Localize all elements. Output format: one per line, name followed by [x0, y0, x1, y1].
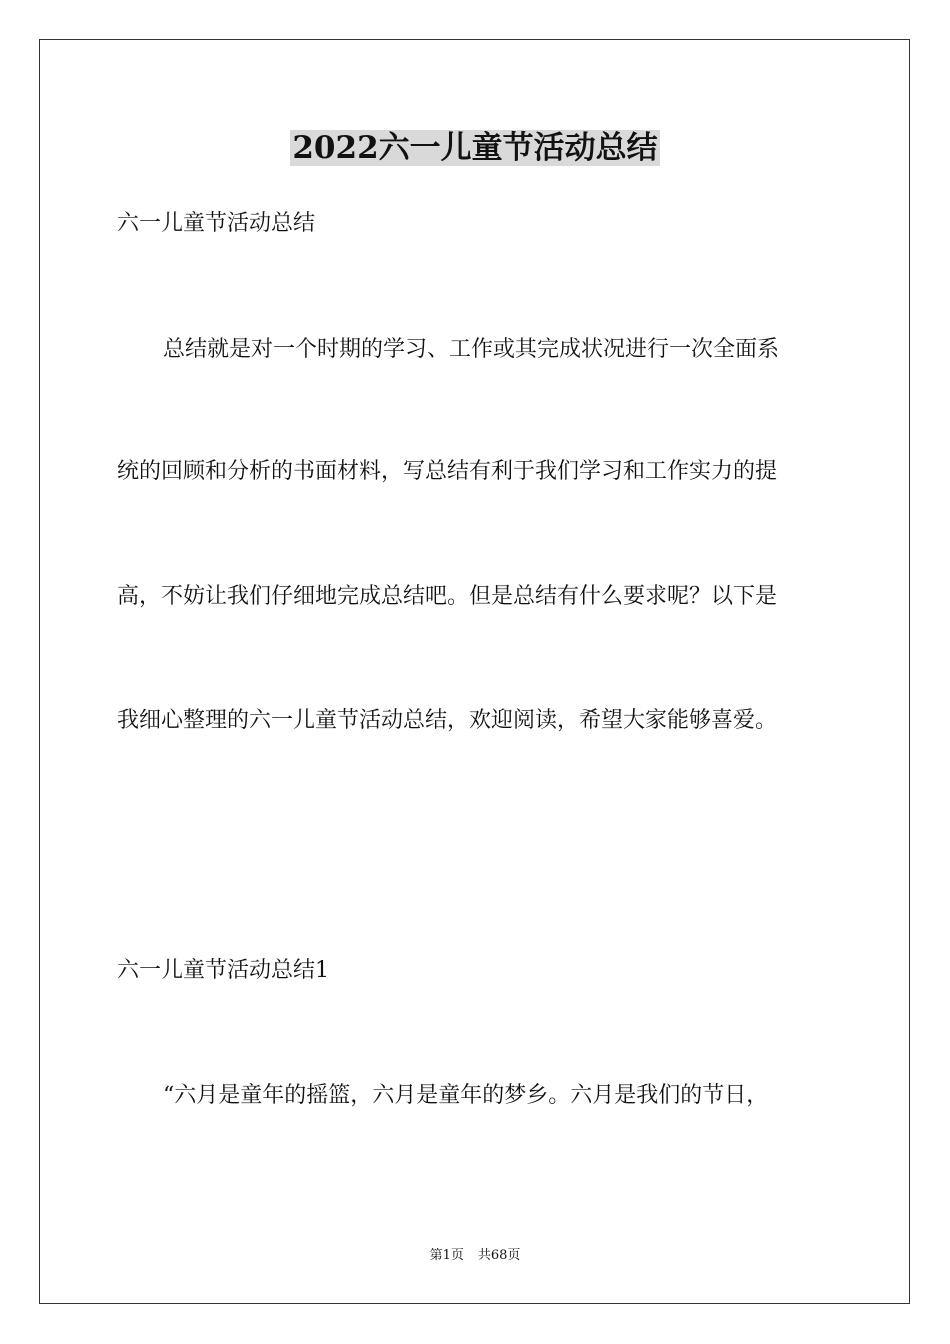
page-number: 第1页 — [429, 1248, 464, 1263]
paragraph-line: 我细心整理的六一儿童节活动总结，欢迎阅读，希望大家能够喜爱。 — [117, 708, 778, 733]
section-heading: 六一儿童节活动总结 — [117, 211, 316, 236]
section-heading: 六一儿童节活动总结1 — [117, 958, 329, 983]
paragraph-line: 总结就是对一个时期的学习、工作或其完成状况进行一次全面系 — [163, 337, 780, 362]
page-footer — [0, 1246, 950, 1266]
page-total: 共68页 — [477, 1248, 521, 1263]
paragraph-line: “六月是童年的摇篮，六月是童年的梦乡。六月是我们的节日， — [163, 1083, 769, 1108]
document-title — [0, 124, 950, 172]
document-title-text: 2022六一儿童节活动总结 — [292, 130, 658, 166]
paragraph-line: 统的回顾和分析的书面材料，写总结有利于我们学习和工作实力的提 — [117, 459, 778, 484]
paragraph-line: 高，不妨让我们仔细地完成总结吧。但是总结有什么要求呢？以下是 — [117, 584, 778, 609]
